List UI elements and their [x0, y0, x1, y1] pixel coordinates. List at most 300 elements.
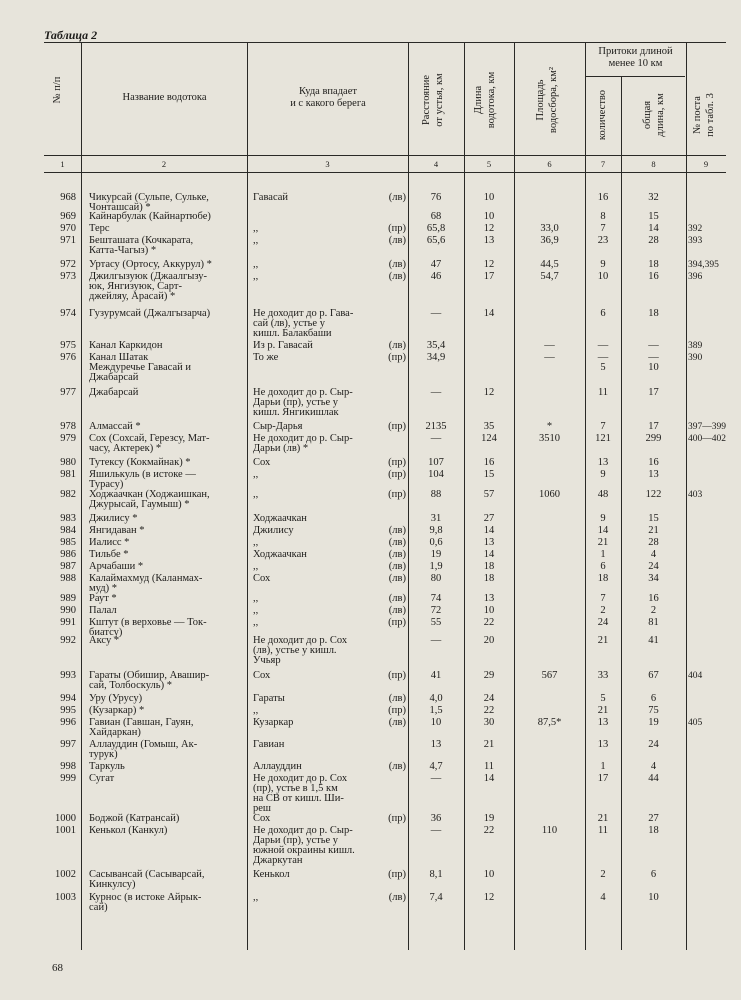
cell-dest: Сох — [253, 457, 271, 468]
cell-dist: 34,9 — [426, 352, 446, 363]
cell-cnt: — — [597, 340, 609, 351]
cell-name: Кайнарбулак (Кайнартюбе) — [89, 211, 211, 222]
cell-bank: (лв) — [388, 549, 406, 560]
cell-id: 981 — [60, 469, 76, 480]
cell-area: 110 — [541, 825, 558, 836]
colnum-3: 3 — [325, 159, 330, 169]
cell-len: 22 — [483, 705, 495, 716]
cell-cnt: 13 — [597, 717, 609, 728]
cell-dest: Гавасай — [253, 192, 289, 203]
cell-dest: Аллауддин — [253, 761, 302, 772]
cell-bank: (лв) — [388, 271, 406, 282]
header-distance-b: от устья, км — [434, 73, 445, 127]
cell-tlen: 122 — [645, 489, 662, 500]
cell-id: 997 — [60, 739, 76, 750]
cell-tlen: 28 — [648, 235, 659, 246]
cell-id: 1000 — [55, 813, 76, 824]
cell-dest: Сох — [253, 573, 271, 584]
cell-dist: 55 — [430, 617, 442, 628]
cell-cnt: 6 — [600, 308, 606, 319]
cell-cnt: 2 — [600, 869, 606, 880]
cell-len: 14 — [483, 525, 495, 536]
cell-cnt: 6 — [600, 561, 606, 572]
cell-dest: Не доходит до р. Сох (лв), устье у кишл. Учьяр — [253, 635, 348, 666]
cell-dest: ,, — [253, 892, 259, 903]
cell-dest: Не доходит до р. Гава- сай (лв), устье у кишл. Балакбаши — [253, 308, 354, 339]
cell-name: Уртасу (Ортосу, Аккурул) * — [89, 259, 212, 270]
header-tributaries: Притоки длиной менее 10 км — [598, 46, 673, 69]
cell-id: 972 — [60, 259, 76, 270]
cell-name: Ходжаачкан (Ходжаишкан, Джурысай, Гаумыш) * — [89, 489, 210, 510]
cell-tlen: 15 — [648, 211, 659, 222]
cell-cnt: 7 — [600, 593, 606, 604]
colnum-9: 9 — [703, 159, 709, 169]
cell-len: 12 — [483, 892, 495, 903]
page-number: 68 — [52, 962, 63, 974]
header-length-b: водотока, км — [486, 71, 497, 129]
cell-len: 20 — [483, 635, 495, 646]
cell-len: 124 — [481, 433, 497, 444]
cell-dest: Не доходит до р. Сох (пр), устье в 1,5 км на СВ от кишл. Ши- реш — [253, 773, 348, 814]
cell-id: 989 — [60, 593, 76, 604]
cell-tlen: 17 — [648, 387, 659, 398]
cell-dist: 1,9 — [429, 561, 443, 572]
colnum-2: 2 — [161, 159, 167, 169]
cell-bank: (пр) — [388, 670, 406, 681]
header-area-a: Площадь — [535, 79, 546, 121]
cell-tlen: 4 — [650, 761, 657, 772]
header-number: № п/п — [52, 76, 63, 104]
cell-post: 403 — [688, 490, 703, 500]
cell-dest: Гараты — [253, 693, 285, 704]
cell-name: Гавиан (Гавшан, Гауян, Хайдаркан) — [89, 717, 194, 738]
cell-name: Бешташата (Кочкарата, Катта-Чагыз) * — [89, 235, 194, 256]
cell-tlen: 18 — [648, 825, 659, 836]
cell-dist: 68 — [430, 211, 442, 222]
cell-cnt: 5 — [600, 693, 606, 704]
cell-cnt: 9 — [600, 513, 606, 524]
cell-cnt: 1 — [600, 549, 606, 560]
cell-id: 996 — [60, 717, 76, 728]
cell-bank: (пр) — [388, 352, 406, 363]
cell-len: 14 — [483, 773, 495, 784]
cell-len: 15 — [483, 469, 495, 480]
cell-tlen: 67 — [648, 670, 659, 681]
cell-dist: 13 — [430, 739, 442, 750]
cell-dist: — — [430, 433, 442, 444]
cell-cnt: 21 — [597, 705, 609, 716]
cell-cnt: 24 — [597, 617, 609, 628]
cell-bank: (лв) — [388, 525, 406, 536]
cell-dest: ,, — [253, 489, 259, 500]
header-distance-a: Расстояние — [421, 74, 432, 126]
cell-dist: 4,7 — [429, 761, 443, 772]
cell-len: 17 — [483, 271, 495, 282]
cell-id: 991 — [60, 617, 76, 628]
cell-bank: (лв) — [388, 593, 406, 604]
cell-cnt: 23 — [597, 235, 609, 246]
cell-area: 33,0 — [540, 223, 559, 234]
cell-len: 13 — [483, 593, 495, 604]
cell-len: 10 — [483, 605, 495, 616]
cell-tlen: 34 — [648, 573, 659, 584]
cell-id: 1002 — [55, 869, 76, 880]
cell-cnt: 16 — [597, 192, 609, 203]
cell-bank: (лв) — [388, 605, 406, 616]
cell-tlen: 2 — [650, 605, 657, 616]
cell-cnt: — 5 — [597, 352, 609, 373]
cell-dist: 8,1 — [429, 869, 443, 880]
cell-cnt: 33 — [597, 670, 609, 681]
cell-tlen: 16 — [648, 271, 659, 282]
cell-name: Джилису * — [89, 513, 138, 524]
colnum-7: 7 — [600, 159, 606, 169]
cell-id: 993 — [60, 670, 76, 681]
cell-dist: 0,6 — [429, 537, 443, 548]
cell-cnt: 8 — [600, 211, 606, 222]
cell-dest: Сыр-Дарья — [253, 421, 303, 432]
cell-name: Калаймахмуд (Каланмах- муд) * — [89, 573, 203, 594]
cell-area: 1060 — [539, 489, 560, 500]
cell-dist: — — [430, 825, 442, 836]
col-divider-1 — [81, 42, 82, 950]
cell-name: Сугат — [89, 773, 115, 784]
cell-dest: Не доходит до р. Сыр- Дарьи (лв) * — [253, 433, 353, 454]
cell-id: 984 — [60, 525, 76, 536]
cell-tlen: 21 — [648, 525, 659, 536]
cell-dist: 35,4 — [426, 340, 446, 351]
cell-cnt: 18 — [597, 573, 609, 584]
cell-dist: 76 — [430, 192, 442, 203]
cell-bank: (лв) — [388, 192, 406, 203]
cell-tlen: — 10 — [648, 352, 659, 373]
cell-cnt: 21 — [597, 537, 609, 548]
cell-bank: (пр) — [388, 813, 406, 824]
cell-name: Боджой (Катрансай) — [89, 813, 180, 824]
cell-cnt: 9 — [600, 259, 606, 270]
cell-bank: (лв) — [388, 561, 406, 572]
cell-dist: 80 — [430, 573, 442, 584]
cell-bank: (лв) — [388, 235, 406, 246]
cell-tlen: 27 — [648, 813, 659, 824]
cell-dest: ,, — [253, 617, 259, 628]
cell-tlen: 81 — [648, 617, 659, 628]
cell-name: (Кузаркар) * — [89, 705, 145, 716]
cell-area: — — [544, 352, 555, 363]
cell-name: Сох (Сохсай, Герезсу, Мат- часу, Актерек) * — [89, 433, 210, 454]
cell-dest: ,, — [253, 223, 259, 234]
cell-dist: 10 — [430, 717, 442, 728]
cell-id: 968 — [60, 192, 76, 203]
cell-bank: (лв) — [388, 537, 406, 548]
cell-id: 990 — [60, 605, 76, 616]
cell-cnt: 13 — [597, 457, 609, 468]
cell-len: 11 — [483, 761, 495, 772]
cell-post: 404 — [688, 671, 703, 681]
cell-tlen: 4 — [650, 549, 657, 560]
cell-dest: ,, — [253, 705, 259, 716]
cell-name: Аксу * — [89, 635, 120, 646]
cell-dist: 31 — [430, 513, 442, 524]
cell-area: 567 — [541, 670, 558, 681]
cell-len: 24 — [483, 693, 495, 704]
cell-dest: Кенькол — [253, 869, 290, 880]
cell-bank: (пр) — [388, 489, 406, 500]
cell-area: — — [544, 340, 555, 351]
rule-header-bottom — [44, 155, 726, 156]
rule-colnum-bottom — [44, 172, 726, 173]
cell-bank: (пр) — [388, 617, 406, 628]
cell-tlen: 10 — [648, 892, 659, 903]
colnum-1: 1 — [60, 159, 65, 169]
cell-dest: Не доходит до р. Сыр- Дарьи (пр), устье у южной окраины кишл. Джаркутан — [253, 825, 355, 866]
cell-cnt: 9 — [600, 469, 606, 480]
cell-post: 400—402 — [688, 434, 726, 444]
cell-cnt: 7 — [600, 421, 606, 432]
cell-name: Алмассай * — [89, 421, 141, 432]
cell-cnt: 11 — [597, 825, 609, 836]
cell-cnt: 1 — [600, 761, 606, 772]
cell-post: 397—399 — [688, 422, 726, 432]
cell-name: Раут * — [89, 593, 117, 604]
cell-len: 12 — [483, 387, 495, 398]
cell-tlen: 19 — [648, 717, 659, 728]
cell-post: 390 — [688, 353, 703, 363]
colnum-6: 6 — [547, 159, 552, 169]
header-post-a: № поста — [692, 96, 703, 134]
cell-area: 54,7 — [540, 271, 559, 282]
cell-dist: — — [430, 773, 442, 784]
cell-tlen: 24 — [648, 561, 659, 572]
cell-dist: 65,6 — [426, 235, 446, 246]
cell-id: 978 — [60, 421, 76, 432]
cell-post: 392 — [688, 224, 703, 234]
cell-len: 12 — [483, 223, 495, 234]
cell-tlen: 41 — [648, 635, 659, 646]
cell-cnt: 21 — [597, 635, 609, 646]
cell-name: Уру (Урусу) — [89, 693, 143, 704]
cell-dist: — — [430, 635, 442, 646]
cell-dist: 104 — [428, 469, 444, 480]
cell-dist: 9,8 — [429, 525, 443, 536]
cell-tlen: 28 — [648, 537, 659, 548]
cell-name: Канал Шатак Междуречье Гавасай и Джабарсай — [89, 352, 191, 383]
cell-tlen: 44 — [648, 773, 659, 784]
cell-post: 394,395 — [688, 260, 719, 270]
header-destination: Куда впадает и с какого берега — [290, 86, 366, 109]
cell-len: 22 — [483, 617, 495, 628]
cell-area: 3510 — [539, 433, 560, 444]
cell-len: 30 — [483, 717, 495, 728]
cell-dest: ,, — [253, 605, 259, 616]
cell-bank: (лв) — [388, 693, 406, 704]
cell-dest: Кузаркар — [253, 717, 294, 728]
cell-tlen: 18 — [648, 308, 659, 319]
cell-name: Иалисс * — [89, 537, 130, 548]
cell-len: 19 — [483, 813, 495, 824]
cell-id: 971 — [60, 235, 76, 246]
cell-tlen: — — [648, 340, 659, 351]
cell-bank: (пр) — [388, 869, 406, 880]
cell-id: 977 — [60, 387, 76, 398]
cell-dest: ,, — [253, 593, 259, 604]
cell-dist: 72 — [430, 605, 442, 616]
rule-top — [44, 42, 726, 43]
cell-dest: ,, — [253, 469, 259, 480]
cell-len: 29 — [483, 670, 495, 681]
cell-len: 14 — [483, 549, 495, 560]
cell-dist: 19 — [430, 549, 442, 560]
cell-len: 18 — [483, 573, 495, 584]
cell-name: Палал — [89, 605, 117, 616]
cell-id: 998 — [60, 761, 76, 772]
cell-dist: 36 — [430, 813, 442, 824]
cell-id: 985 — [60, 537, 76, 548]
cell-dist: 47 — [430, 259, 442, 270]
cell-name: Янгидаван * — [89, 525, 145, 536]
cell-name: Курнос (в истоке Айрык- сай) — [89, 892, 202, 913]
cell-dest: ,, — [253, 537, 259, 548]
cell-dist: — — [430, 308, 442, 319]
cell-id: 999 — [60, 773, 76, 784]
cell-cnt: 11 — [597, 387, 609, 398]
rule-tributaries — [585, 76, 685, 77]
cell-id: 975 — [60, 340, 76, 351]
cell-dest: Сох — [253, 813, 271, 824]
colnum-5: 5 — [486, 159, 492, 169]
cell-len: 10 — [483, 211, 495, 222]
cell-dist: 41 — [430, 670, 442, 681]
cell-name: Кштут (в верховье — Ток- биатсу) — [89, 617, 207, 638]
cell-tlen: 15 — [648, 513, 659, 524]
header-post-b: по табл. 3 — [705, 93, 716, 137]
cell-tlen: 16 — [648, 593, 659, 604]
cell-id: 995 — [60, 705, 76, 716]
cell-dest: Ходжаачкан — [253, 549, 307, 560]
cell-dist: — — [430, 387, 442, 398]
colnum-4: 4 — [433, 159, 439, 169]
cell-area: * — [546, 421, 553, 432]
cell-id: 983 — [60, 513, 76, 524]
cell-dest: ,, — [253, 561, 259, 572]
cell-name: Тильбе * — [89, 549, 129, 560]
cell-bank: (лв) — [388, 340, 406, 351]
cell-bank: (пр) — [388, 421, 406, 432]
cell-len: 14 — [483, 308, 495, 319]
header-tributary-count: количество — [597, 89, 608, 141]
cell-tlen: 18 — [648, 259, 659, 270]
header-area-b: водосбора, км² — [548, 66, 559, 134]
cell-dist: 65,8 — [426, 223, 446, 234]
cell-post: 396 — [688, 272, 703, 282]
cell-cnt: 48 — [597, 489, 609, 500]
cell-len: 27 — [483, 513, 495, 524]
cell-id: 974 — [60, 308, 76, 319]
cell-name: Канал Каркидон — [89, 340, 163, 351]
cell-post: 393 — [688, 236, 703, 246]
cell-cnt: 121 — [595, 433, 611, 444]
cell-bank: (пр) — [388, 705, 406, 716]
cell-dest: Из р. Гавасай — [253, 340, 313, 351]
cell-bank: (лв) — [388, 259, 406, 270]
cell-name: Гараты (Обишир, Авашир- сай, Толбоскуль) * — [89, 670, 210, 691]
cell-id: 979 — [60, 433, 76, 444]
cell-name: Чикурсай (Сульпе, Сульке, Чонташсай) * — [89, 192, 209, 213]
cell-name: Джабарсай — [89, 387, 139, 398]
cell-tlen: 17 — [648, 421, 659, 432]
cell-id: 992 — [60, 635, 76, 646]
cell-tlen: 14 — [648, 223, 659, 234]
cell-id: 994 — [60, 693, 76, 704]
cell-id: 982 — [60, 489, 76, 500]
header-length-a: Длина — [473, 85, 484, 115]
cell-cnt: 17 — [597, 773, 609, 784]
cell-area: 44,5 — [540, 259, 559, 270]
colnum-8: 8 — [651, 159, 656, 169]
cell-cnt: 7 — [600, 223, 606, 234]
cell-dist: 46 — [430, 271, 442, 282]
cell-len: 16 — [483, 457, 495, 468]
cell-dest: Сох — [253, 670, 271, 681]
cell-len: 10 — [483, 869, 495, 880]
cell-len: 21 — [483, 739, 495, 750]
cell-dest: ,, — [253, 235, 259, 246]
cell-name: Сасывансай (Сасыварсай, Кинкулсу) — [89, 869, 205, 890]
cell-name: Таркуль — [89, 761, 125, 772]
cell-name: Аллауддин (Гомыш, Ак- турук) — [89, 739, 198, 760]
cell-bank: (пр) — [388, 469, 406, 480]
cell-dist: 4,0 — [429, 693, 443, 704]
cell-name: Тутексу (Кокмайнак) * — [89, 457, 191, 468]
cell-name: Гузурумсай (Джалгызарча) — [89, 308, 211, 319]
header-total-length-b: длина, км — [655, 93, 666, 137]
cell-area: 36,9 — [540, 235, 559, 246]
cell-dest: Джилису — [253, 525, 294, 536]
cell-name: Терс — [89, 223, 110, 234]
cell-dest: Не доходит до р. Сыр- Дарьи (пр), устье у кишл. Янгикишлак — [253, 387, 353, 418]
cell-dest: Гавиан — [253, 739, 285, 750]
cell-len: 13 — [483, 235, 495, 246]
cell-id: 980 — [60, 457, 76, 468]
cell-len: 13 — [483, 537, 495, 548]
cell-tlen: 16 — [648, 457, 659, 468]
cell-id: 1003 — [55, 892, 76, 903]
cell-len: 35 — [483, 421, 495, 432]
cell-bank: (лв) — [388, 717, 406, 728]
cell-dest: То же — [253, 352, 279, 363]
col-divider-8 — [686, 42, 687, 950]
table-caption: Таблица 2 — [44, 28, 98, 42]
col-divider-2 — [247, 42, 248, 950]
cell-id: 976 — [60, 352, 76, 363]
cell-len: 57 — [483, 489, 495, 500]
cell-len: 12 — [483, 259, 495, 270]
cell-cnt: 10 — [597, 271, 609, 282]
cell-area: 87,5* — [537, 717, 562, 728]
cell-dest: Ходжаачкан — [253, 513, 307, 524]
cell-name: Джилгызуюк (Джаалгызу- юк, Янгизуюк, Сарт- джейляу, Арасай) * — [89, 271, 207, 302]
cell-name: Кенькол (Канкул) — [89, 825, 168, 836]
header-name: Название водотока — [122, 92, 207, 103]
cell-dist: 74 — [430, 593, 442, 604]
cell-len: 18 — [483, 561, 495, 572]
cell-cnt: 13 — [597, 739, 609, 750]
cell-name: Арчабаши * — [89, 561, 144, 572]
cell-tlen: 6 — [650, 869, 657, 880]
cell-cnt: 21 — [597, 813, 609, 824]
cell-cnt: 14 — [597, 525, 609, 536]
cell-id: 970 — [60, 223, 76, 234]
